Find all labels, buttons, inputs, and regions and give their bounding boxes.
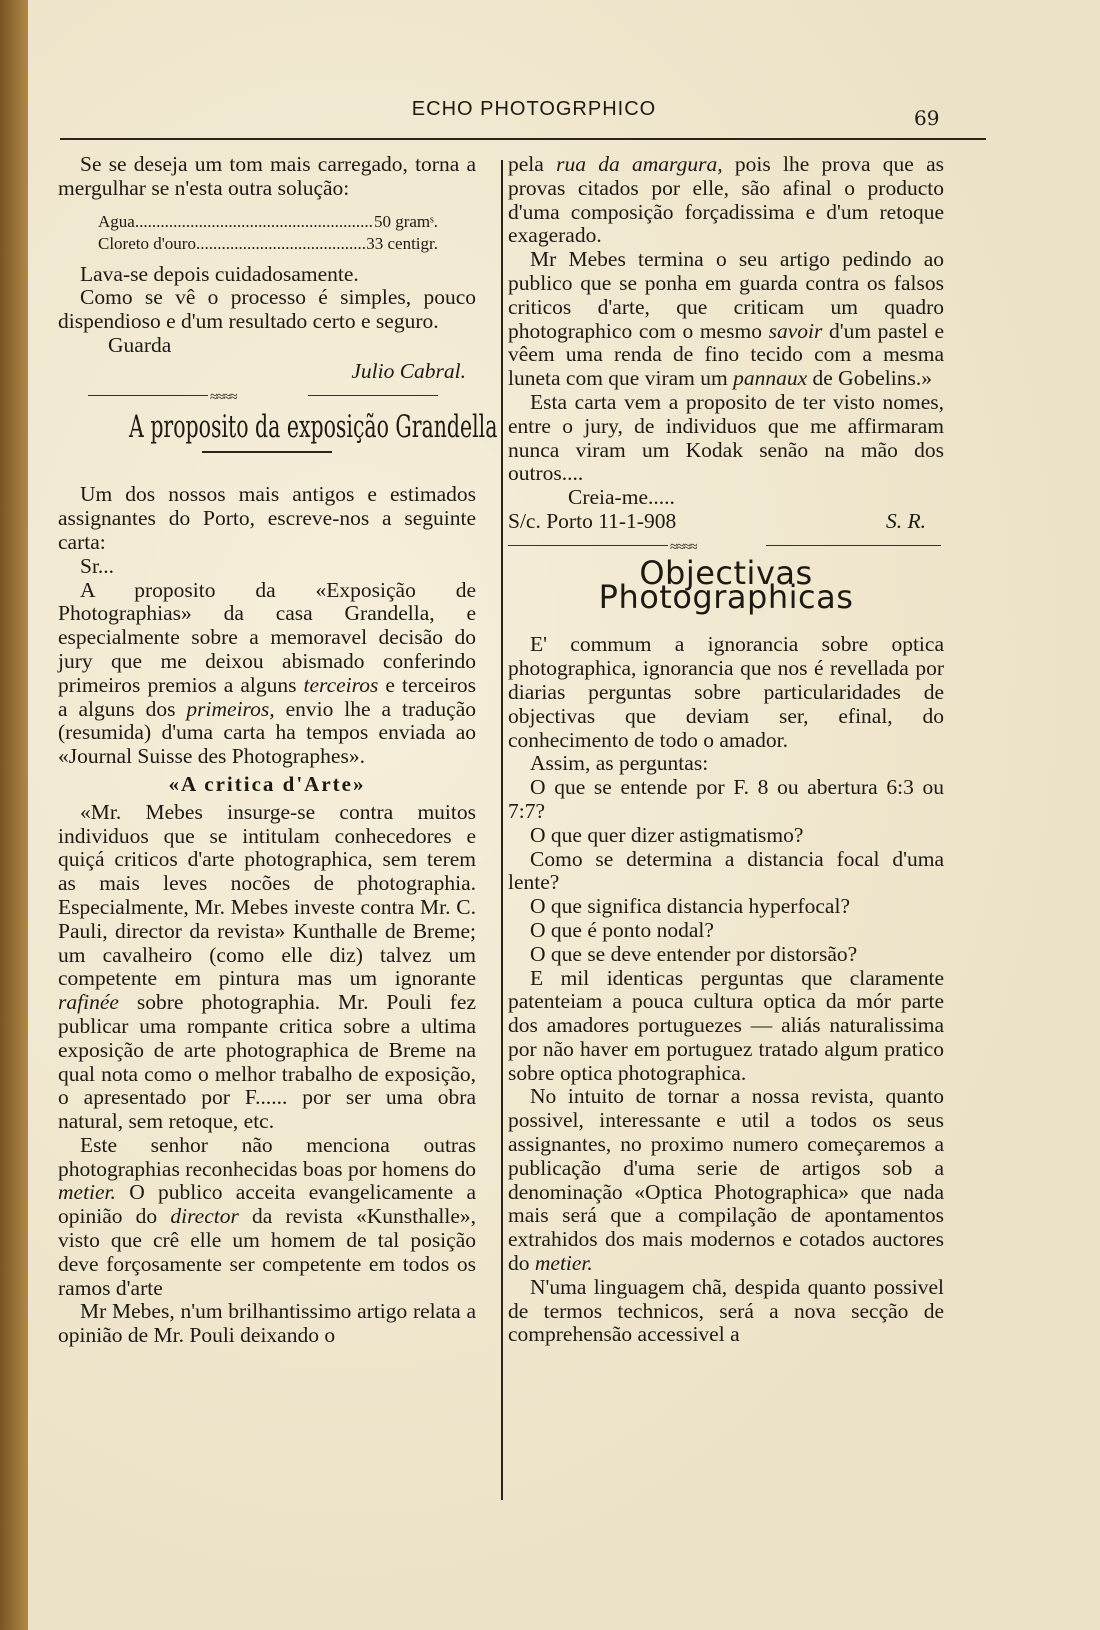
header-rule (60, 138, 986, 140)
ornament-line-right (308, 395, 438, 396)
text-run: de Gobelins.» (812, 366, 932, 391)
paragraph-letter (58, 579, 476, 769)
italic-run: terceiros (303, 672, 379, 697)
closing-creia: Creia-me..... (568, 485, 675, 510)
subheading-critica: «A critica d'Arte» (168, 771, 366, 796)
article-title-objectivas: Objectivas Photographicas (598, 553, 854, 616)
text-run: Mr Mebes termina o seu artigo pedindo ao publico que se ponha em guarda contra os falsos criticos d'arte, que criticam um quadro photographico com o mesmo (508, 247, 944, 343)
italic-run: director (170, 1204, 239, 1229)
text-run: e terceiros a alguns dos (58, 672, 477, 721)
italic-run: rua da amargura, (556, 152, 723, 176)
question-item: O que se entende por F. 8 ou abertura 6:3 ou 7:7? (508, 775, 944, 823)
right-column (508, 153, 944, 1347)
paragraph-last-left: Mr Mebes, n'um brilhantissimo artigo relata a opinião de Mr. Pouli deixando o (58, 1299, 476, 1348)
letter-place-date: S/c. Porto 11-1-908 (508, 508, 677, 533)
paragraph-linguagem: N'uma linguagem chã, despida quanto possivel de termos technicos, será a nova secção de comprehensão accessivel a (508, 1274, 944, 1347)
text-run: pois lhe prova que as provas citados por elle, são afinal o producto d'uma composição forçadissima e d'um retoque exagerado. (508, 152, 945, 248)
journal-page (28, 0, 1100, 1630)
text-run: pela (508, 152, 544, 176)
text-run: Este senhor não menciona outras photographias reconhecidas boas por homens do (58, 1132, 476, 1181)
text-run: «Mr. Mebes insurge-se contra muitos individuos que se intitulam conhecedores e quiçá criticos d'arte photographica, sem terem as mais leves nocões de photographia. Especialmente, Mr. Mebes investe contra Mr. C. Pauli, director da revista» Kunthalle de Breme; um cavalheiro (como elle diz) talvez um competente em pintura mas um ignorante (58, 799, 476, 991)
italic-run: metier. (58, 1180, 116, 1205)
column-divider (501, 160, 503, 1500)
ornament-line-left (508, 545, 668, 546)
text-run: O publico acceita evangelicamente a opinião do (58, 1180, 476, 1229)
italic-run: metier. (534, 1251, 593, 1276)
page-number: 69 (914, 106, 940, 130)
paragraph-assim: Assim, as perguntas: (530, 751, 709, 776)
italic-run: rafinée (58, 990, 119, 1015)
paragraph-process: Como se vê o processo é simples, pouco dispendioso e d'um resultado certo e seguro. (58, 285, 476, 334)
leader-dots (196, 233, 366, 255)
leader-dots (135, 211, 374, 233)
running-header-title: ECHO PHOTOGRPHICO (411, 98, 657, 120)
paragraph-senhor (58, 1134, 476, 1301)
italic-run: primeiros, (186, 696, 275, 721)
ornament-line-left (88, 395, 208, 396)
recipe-row (98, 211, 438, 233)
paragraph-esta-carta: Esta carta vem a proposito de ter visto nomes, entre o jury, de individuos que me affirmaram nunca viram um Kodak senão na mão dos outros.... (508, 389, 944, 486)
question-item: O que é ponto nodal? (530, 917, 714, 942)
text-run: envio lhe a tradução (resumida) d'uma carta ha tempos enviada ao «Journal Suisse des Photographes». (58, 696, 477, 769)
italic-run: pannaux (733, 366, 808, 391)
section-ornament (508, 536, 944, 556)
paragraph-mebes (58, 801, 476, 1134)
text-run: da revista «Kunsthalle», visto que crê elle um homem de tal posição deve forçosamente ser competente em todos os ramos d'arte (58, 1204, 476, 1300)
recipe-ingredient: Cloreto d'ouro (98, 233, 196, 253)
salutation: Sr... (80, 553, 115, 578)
recipe-ingredient: Agua (98, 211, 135, 231)
recipe-amount: 50 gramˢ. (373, 211, 438, 231)
paragraph-toning: Se se deseja um tom mais carregado, torna a mergulhar se n'esta outra solução: (58, 152, 476, 200)
left-column (58, 152, 498, 1348)
question-item: O que significa distancia hyperfocal? (530, 894, 850, 919)
text-run: sobre photographia. Mr. Pouli fez publicar uma rompante critica sobre a ultima exposição de arte photographica de Breme na qual nota como o melhor trabalho de exposição, o apresentado por F...... por ser uma obra natural, sem retoque, etc. (58, 990, 476, 1134)
letter-signature: S. R. (885, 508, 926, 533)
article-title-grandella: A proposito da exposição Grandella (129, 408, 498, 445)
text-run: d'um pastel e vêem uma renda de fino tecido com a mesma luneta com que viram um (508, 318, 944, 391)
question-item: O que se deve entender por distorsão? (530, 941, 858, 966)
paragraph-wash: Lava-se depois cuidadosamente. (80, 261, 359, 286)
paragraph-mebes-termina (508, 248, 944, 391)
question-item: O que quer dizer astigmatismo? (530, 822, 804, 847)
ornament-glyph: ≈≈≈≈ (670, 539, 697, 555)
paragraph-ignorancia: E' commum a ignorancia sobre optica photographica, ignorancia que nos é revellada por diarias perguntas sobre particularidades de objectivas que deviam ser, efinal, do conhecimento de todo o amador. (508, 632, 944, 752)
recipe-amount: 33 centigr. (366, 233, 438, 253)
paragraph-continuation (508, 153, 944, 248)
recipe-list (98, 211, 438, 255)
paragraph-intuito (508, 1085, 944, 1275)
ornament-line-right (766, 545, 941, 546)
paragraph-guarda: Guarda (108, 332, 172, 357)
recipe-row (98, 233, 438, 255)
section-ornament (58, 386, 476, 406)
paragraph-intro: Um dos nossos mais antigos e estimados assignantes do Porto, escreve-nos a seguinte carta: (58, 482, 476, 554)
title-rule (202, 451, 332, 453)
paragraph-mil-perguntas: E mil identicas perguntas que claramente patenteiam a pouca cultura optica da mór parte dos amadores portuguezes — aliás naturalissima por não haver em portuguez tratado algum pratico sobre optica photographica. (508, 965, 944, 1085)
author-signature: Julio Cabral. (351, 358, 466, 383)
ornament-glyph: ≈≈≈≈ (210, 389, 237, 405)
question-item: Como se determina a distancia focal d'uma lente? (508, 846, 944, 895)
text-run: A proposito da «Exposição de Photographias» da casa Grandella, e especialmente sobre a memoravel decisão do jury que me deixou abismado conferindo primeiros premios a alguns (58, 577, 476, 697)
letter-signature-row (508, 510, 944, 534)
italic-run: savoir (768, 318, 823, 343)
text-run: No intuito de tornar a nossa revista, quanto possivel, interessante e util a todos os seus assignantes, no proximo numero começaremos a publicação d'uma serie de artigos sob a denominação «Optica Photographica» que nada mais será que a compilação de apontamentos extrahidos dos mais modernos e cotados auctores do (508, 1084, 944, 1276)
